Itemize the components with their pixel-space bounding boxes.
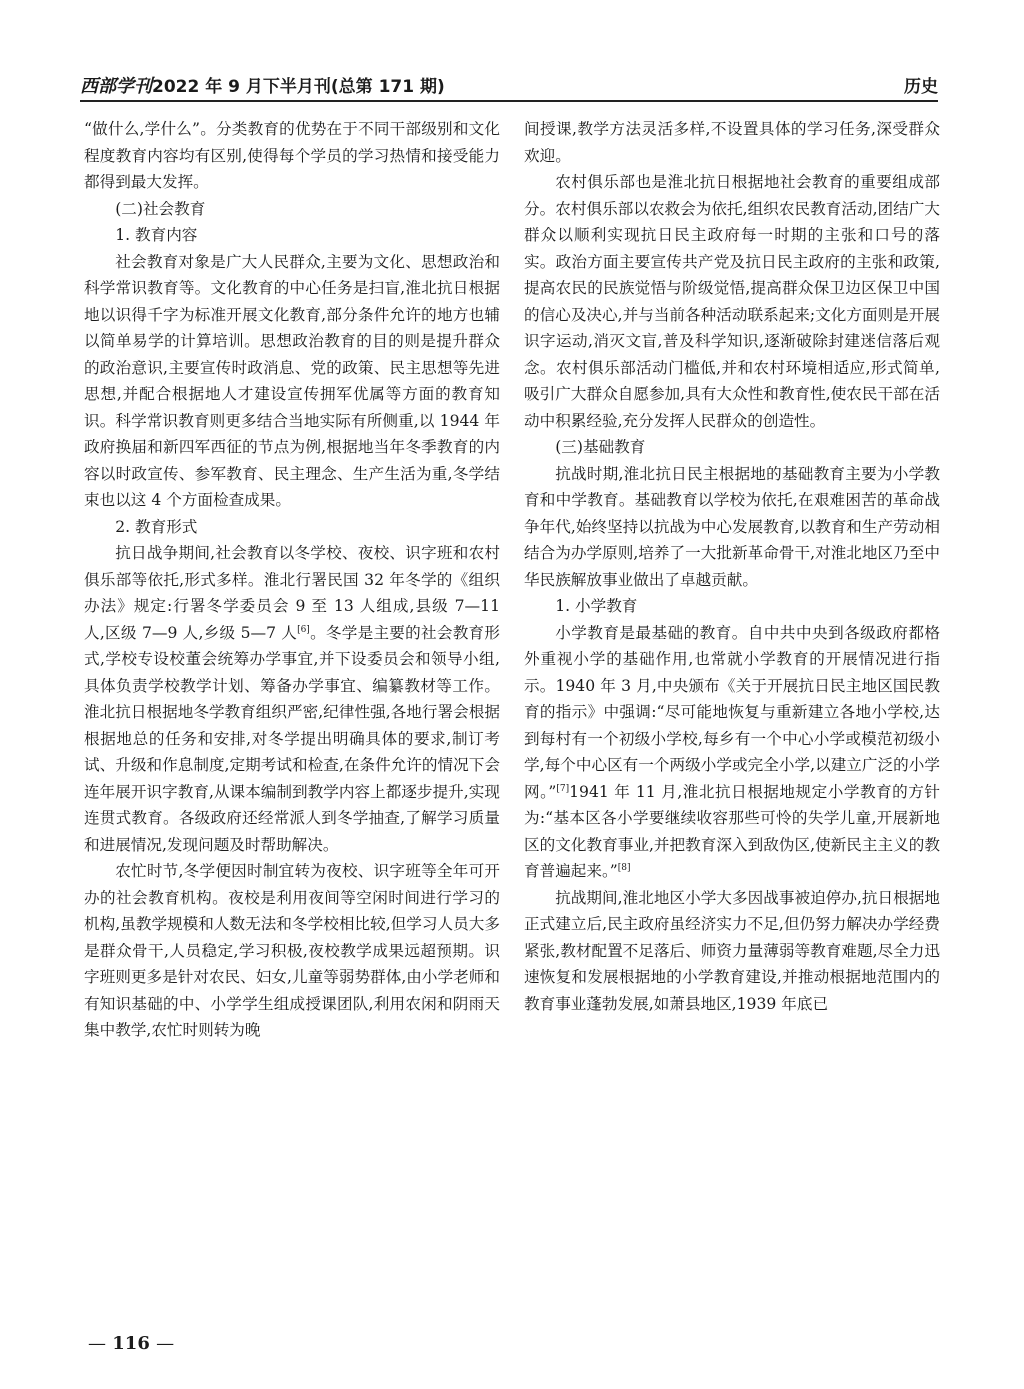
page-footer bbox=[88, 1333, 174, 1354]
paragraph-text: “做什么,学什么”。分类教育的优势在于不同干部级别和文化程度教育内容均有区别,使得每个学员的学习热情和接受能力都得到最大发挥。 bbox=[84, 120, 500, 191]
section-heading bbox=[84, 222, 500, 249]
body-paragraph bbox=[524, 620, 940, 885]
paragraph-text-continued: 1941 年 11 月,淮北抗日根据地规定小学教育的方针为:“基本区各小学要继续收容那些可怜的失学儿童,开展新地区的文化教育事业,并把教育深入到敌伪区,使新民主主义的教育普遍起来。” bbox=[524, 782, 940, 880]
paragraph-text: 2. 教育形式 bbox=[115, 517, 198, 536]
paragraph-text: 抗战期间,淮北地区小学大多因战事被迫停办,抗日根据地正式建立后,民主政府虽经济实力不足,但仍努力解决办学经费紧张,教材配置不足落后、师资力量薄弱等教育难题,尽全力迅速恢复和发展根据地的小学教育建设,并推动根据地范围内的教育事业蓬勃发展,如萧县地区,1939 年底已 bbox=[524, 888, 940, 1013]
section-heading bbox=[84, 514, 500, 541]
issue-info: 2022 年 9 月下半月刊(总第 171 期) bbox=[152, 77, 445, 97]
right-column bbox=[524, 116, 940, 1316]
body-paragraph bbox=[524, 116, 940, 169]
section-heading bbox=[524, 434, 940, 461]
left-column bbox=[84, 116, 500, 1316]
journal-title: 西部学刊 bbox=[80, 76, 152, 97]
paragraph-text: 农村俱乐部也是淮北抗日根据地社会教育的重要组成部分。农村俱乐部以农救会为依托,组织农民教育活动,团结广大群众以顺利实现抗日民主政府每一时期的主张和口号的落实。政治方面主要宣传共产党及抗日民主政府的主张和政策,提高农民的民族觉悟与阶级觉悟,提高群众保卫边区保卫中国的信心及决心,并与当前各种活动联系起来;文化方面则是开展识字运动,消灭文盲,普及科学知识,逐渐破除封建迷信落后观念。农村俱乐部活动门槛低,并和农村环境相适应,形式简单,吸引广大群众自愿参加,具有大众性和教育性,使农民干部在活动中积累经验,充分发挥人民群众的创造性。 bbox=[524, 173, 940, 430]
header-journal-issue bbox=[80, 72, 445, 98]
page-number: 116 bbox=[112, 1333, 150, 1354]
running-header bbox=[80, 68, 938, 102]
paragraph-text: 小学教育是最基础的教育。自中共中央到各级政府都格外重视小学的基础作用,也常就小学教育的开展情况进行指示。1940 年 3 月,中央颁布《关于开展抗日民主地区国民教育的指示》中强调:“尽可能地恢复与重新建立各地小学校,达到每村有一个初级小学校,每乡有一个中心小学或模范初级小学,每个中心区有一个两级小学或完全小学,以建立广泛的小学网。” bbox=[524, 623, 940, 801]
paragraph-text: 抗日战争期间,社会教育以冬学校、夜校、识字班和农村俱乐部等依托,形式多样。淮北行署民国 32 年冬学的《组织办法》规定:行署冬学委员会 9 至 13 人组成,县级 7—11 人,区级 7—9 人,乡级 5—7 人 bbox=[84, 544, 500, 642]
paragraph-text-continued: 。冬学是主要的社会教育形式,学校专设校董会统筹办学事宜,并下设委员会和领导小组,具体负责学校教学计划、筹备办学事宜、编纂教材等工作。淮北抗日根据地冬学教育组织严密,纪律性强,各地行署会根据根据地总的任务和安排,对冬学提出明确具体的要求,制订考试、升级和作息制度,定期考试和检查,在条件允许的情况下会连年展开识字教育,从课本编制到教学内容上都逐步提升,实现连贯式教育。各级政府还经常派人到冬学抽查,了解学习质量和进展情况,发现问题及时帮助解决。 bbox=[84, 623, 500, 854]
citation-ref: [8] bbox=[617, 863, 631, 873]
paragraph-text: (二)社会教育 bbox=[115, 199, 206, 218]
section-heading bbox=[524, 593, 940, 620]
body-paragraph bbox=[524, 461, 940, 594]
body-paragraph bbox=[84, 249, 500, 514]
section-label: 历史 bbox=[904, 77, 938, 97]
footer-dash-left: — bbox=[88, 1333, 106, 1354]
paragraph-text: 1. 小学教育 bbox=[555, 597, 638, 615]
body-paragraph bbox=[524, 169, 940, 434]
paragraph-text: (三)基础教育 bbox=[555, 438, 646, 456]
citation-ref: [7] bbox=[556, 783, 570, 794]
paragraph-text: 抗战时期,淮北抗日民主根据地的基础教育主要为小学教育和中学教育。基础教育以学校为依托,在艰难困苦的革命战争年代,始终坚持以抗战为中心发展教育,以教育和生产劳动相结合为办学原则,培养了一大批新革命骨干,对淮北地区乃至中华民族解放事业做出了卓越贡献。 bbox=[524, 464, 940, 589]
body-paragraph bbox=[84, 540, 500, 858]
paragraph-text: 1. 教育内容 bbox=[115, 226, 198, 244]
citation-ref: [6] bbox=[297, 624, 310, 635]
body-paragraph bbox=[84, 858, 500, 1044]
paragraph-text: 间授课,教学方法灵活多样,不设置具体的学习任务,深受群众欢迎。 bbox=[524, 120, 940, 165]
body-paragraph bbox=[524, 885, 940, 1018]
paragraph-text: 农忙时节,冬学便因时制宜转为夜校、识字班等全年可开办的社会教育机构。夜校是利用夜间等空闲时间进行学习的机构,虽教学规模和人数无法和冬学校相比较,但学习人员大多是群众骨干,人员稳定,学习积极,夜校教学成果远超预期。识字班则更多是针对农民、妇女,儿童等弱势群体,由小学老师和有知识基础的中、小学学生组成授课团队,利用农闲和阴雨天集中教学,农忙时则转为晚 bbox=[84, 862, 500, 1039]
section-heading bbox=[84, 196, 500, 223]
footer-dash-right: — bbox=[156, 1333, 175, 1354]
body-paragraph bbox=[84, 116, 500, 196]
paragraph-text: 社会教育对象是广大人民群众,主要为文化、思想政治和科学常识教育等。文化教育的中心任务是扫盲,淮北抗日根据地以识得千字为标准开展文化教育,部分条件允许的地方也辅以简单易学的计算培训。思想政治教育的目的则是提升群众的政治意识,主要宣传时政消息、党的政策、民主思想等先进思想,并配合根据地人才建设宣传拥军优属等方面的教育知识。科学常识教育则更多结合当地实际有所侧重,以 1944 年政府换届和新四军西征的节点为例,根据地当年冬季教育的内容以时政宣传、参军教育、民主理念、生产生活为重,冬学结束也以这 4 个方面检查成果。 bbox=[84, 252, 500, 509]
